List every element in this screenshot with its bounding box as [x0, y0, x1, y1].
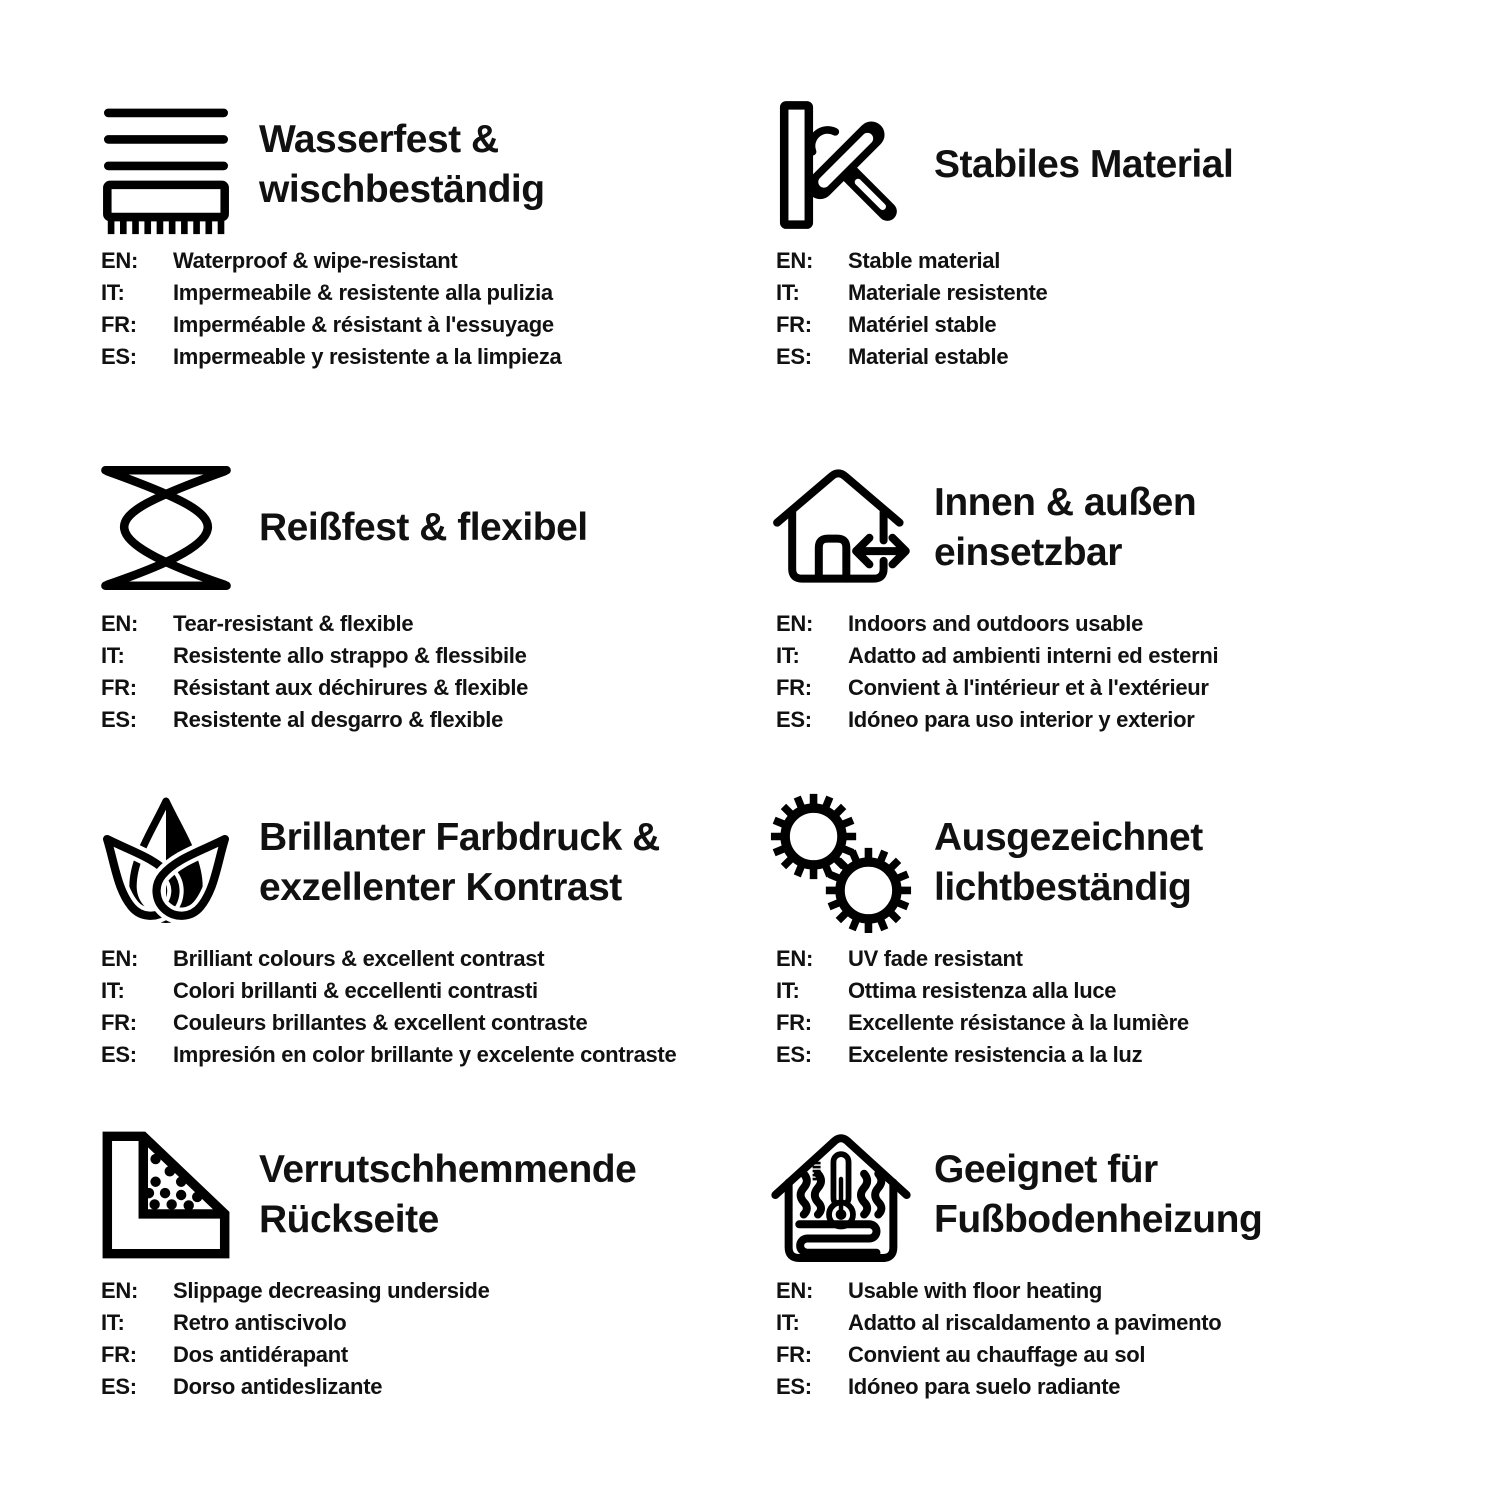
- lang-label: FR:: [101, 312, 137, 337]
- title-line: Innen & außen: [934, 480, 1197, 524]
- lang-label: EN:: [776, 611, 813, 636]
- translation-text: Dos antidérapant: [173, 1342, 348, 1367]
- feature-head: [770, 455, 1435, 600]
- title-line: Geeignet für: [934, 1147, 1158, 1191]
- translation-text: Materiale resistente: [848, 280, 1048, 305]
- lang-label: FR:: [101, 675, 137, 700]
- feature-title: [259, 115, 545, 215]
- lang-label: ES:: [776, 707, 812, 732]
- translation-text: Slippage decreasing underside: [173, 1278, 490, 1303]
- feature-translations: [770, 943, 1435, 1071]
- translation-text: Résistant aux déchirures & flexible: [173, 675, 529, 700]
- feature-translations: [95, 943, 760, 1071]
- title-line: Rückseite: [259, 1197, 439, 1241]
- feature-indoor-outdoor: [770, 455, 1435, 736]
- translation-text: Adatto ad ambienti interni ed esterni: [848, 643, 1219, 668]
- translation-text: Impresión en color brillante y excelente contraste: [173, 1042, 677, 1067]
- lang-label: FR:: [776, 1342, 812, 1367]
- lang-label: EN:: [101, 1278, 138, 1303]
- lang-label: EN:: [776, 1278, 813, 1303]
- lang-label: ES:: [101, 707, 137, 732]
- brilliant-print-icon: [95, 792, 237, 934]
- feature-waterproof: [95, 92, 760, 373]
- translation-text: Stable material: [848, 248, 1001, 273]
- title-line: Brillanter Farbdruck &: [259, 815, 660, 859]
- feature-head: [95, 790, 760, 935]
- stable-material-icon: [770, 94, 912, 236]
- light-resistant-icon: [770, 792, 912, 934]
- lang-label: IT:: [776, 280, 800, 305]
- translation-text: Imperméable & résistant à l'essuyage: [173, 312, 554, 337]
- translation-text: Convient à l'intérieur et à l'extérieur: [848, 675, 1209, 700]
- title-line: einsetzbar: [934, 530, 1122, 574]
- floor-heating-icon: [770, 1124, 912, 1266]
- translation-text: UV fade resistant: [848, 946, 1023, 971]
- title-line: Ausgezeichnet: [934, 815, 1203, 859]
- feature-brilliant-print: [95, 790, 760, 1071]
- translation-text: Colori brillanti & eccellenti contrasti: [173, 978, 538, 1003]
- title-line: exzellenter Kontrast: [259, 865, 622, 909]
- lang-label: ES:: [776, 1042, 812, 1067]
- feature-title: [259, 813, 660, 913]
- lang-label: ES:: [776, 1374, 812, 1399]
- translation-text: Usable with floor heating: [848, 1278, 1103, 1303]
- feature-translations: [770, 608, 1435, 736]
- title-line: lichtbeständig: [934, 865, 1192, 909]
- title-line: Fußbodenheizung: [934, 1197, 1263, 1241]
- translation-text: Impermeable y resistente a la limpieza: [173, 344, 562, 369]
- lang-label: IT:: [776, 1310, 800, 1335]
- wipe-resistant-icon: [95, 94, 237, 236]
- translation-text: Couleurs brillantes & excellent contraste: [173, 1010, 588, 1035]
- lang-label: ES:: [776, 344, 812, 369]
- feature-translations: [770, 1275, 1435, 1403]
- feature-head: [95, 1122, 760, 1267]
- feature-title: [259, 503, 588, 553]
- lang-label: IT:: [101, 643, 125, 668]
- lang-label: EN:: [776, 946, 813, 971]
- lang-label: IT:: [776, 978, 800, 1003]
- indoor-outdoor-icon: [770, 457, 912, 599]
- lang-label: IT:: [101, 1310, 125, 1335]
- translation-text: Brilliant colours & excellent contrast: [173, 946, 545, 971]
- feature-head: [770, 1122, 1435, 1267]
- lang-label: FR:: [101, 1342, 137, 1367]
- lang-label: ES:: [101, 344, 137, 369]
- feature-anti-slip: [95, 1122, 760, 1403]
- title-line: Stabiles Material: [934, 142, 1234, 186]
- translation-text: Adatto al riscaldamento a pavimento: [848, 1310, 1222, 1335]
- lang-label: IT:: [101, 978, 125, 1003]
- translation-text: Waterproof & wipe-resistant: [173, 248, 458, 273]
- lang-label: FR:: [776, 1010, 812, 1035]
- translation-text: Retro antiscivolo: [173, 1310, 347, 1335]
- feature-title: [259, 1145, 636, 1245]
- feature-light-resistant: [770, 790, 1435, 1071]
- feature-translations: [95, 245, 760, 373]
- translation-text: Resistente allo strappo & flessibile: [173, 643, 527, 668]
- feature-head: [95, 455, 760, 600]
- translation-text: Impermeabile & resistente alla pulizia: [173, 280, 553, 305]
- translation-text: Excelente resistencia a la luz: [848, 1042, 1143, 1067]
- translation-text: Matériel stable: [848, 312, 997, 337]
- feature-title: [934, 140, 1233, 190]
- title-line: Reißfest & flexibel: [259, 505, 588, 549]
- translation-text: Dorso antideslizante: [173, 1374, 383, 1399]
- lang-label: IT:: [776, 643, 800, 668]
- feature-translations: [770, 245, 1435, 373]
- feature-stable-material: [770, 92, 1435, 373]
- tear-resistant-icon: [95, 457, 237, 599]
- lang-label: EN:: [101, 946, 138, 971]
- title-line: wischbeständig: [259, 167, 545, 211]
- title-line: Verrutschhemmende: [259, 1147, 637, 1191]
- translation-text: Idóneo para uso interior y exterior: [848, 707, 1195, 732]
- lang-label: EN:: [101, 248, 138, 273]
- lang-label: EN:: [101, 611, 138, 636]
- translation-text: Convient au chauffage au sol: [848, 1342, 1146, 1367]
- feature-head: [95, 92, 760, 237]
- feature-translations: [95, 1275, 760, 1403]
- lang-label: FR:: [776, 675, 812, 700]
- translation-text: Ottima resistenza alla luce: [848, 978, 1117, 1003]
- translation-text: Idóneo para suelo radiante: [848, 1374, 1121, 1399]
- feature-title: [934, 813, 1203, 913]
- translation-text: Material estable: [848, 344, 1009, 369]
- lang-label: ES:: [101, 1042, 137, 1067]
- feature-translations: [95, 608, 760, 736]
- translation-text: Tear-resistant & flexible: [173, 611, 414, 636]
- lang-label: FR:: [101, 1010, 137, 1035]
- title-line: Wasserfest &: [259, 117, 499, 161]
- lang-label: ES:: [101, 1374, 137, 1399]
- feature-tear-resistant: [95, 455, 760, 736]
- translation-text: Excellente résistance à la lumière: [848, 1010, 1189, 1035]
- translation-text: Resistente al desgarro & flexible: [173, 707, 504, 732]
- lang-label: EN:: [776, 248, 813, 273]
- feature-head: [770, 92, 1435, 237]
- feature-head: [770, 790, 1435, 935]
- translation-text: Indoors and outdoors usable: [848, 611, 1144, 636]
- feature-title: [934, 478, 1196, 578]
- feature-floor-heating: [770, 1122, 1435, 1403]
- feature-title: [934, 1145, 1262, 1245]
- lang-label: FR:: [776, 312, 812, 337]
- anti-slip-icon: [95, 1124, 237, 1266]
- lang-label: IT:: [101, 280, 125, 305]
